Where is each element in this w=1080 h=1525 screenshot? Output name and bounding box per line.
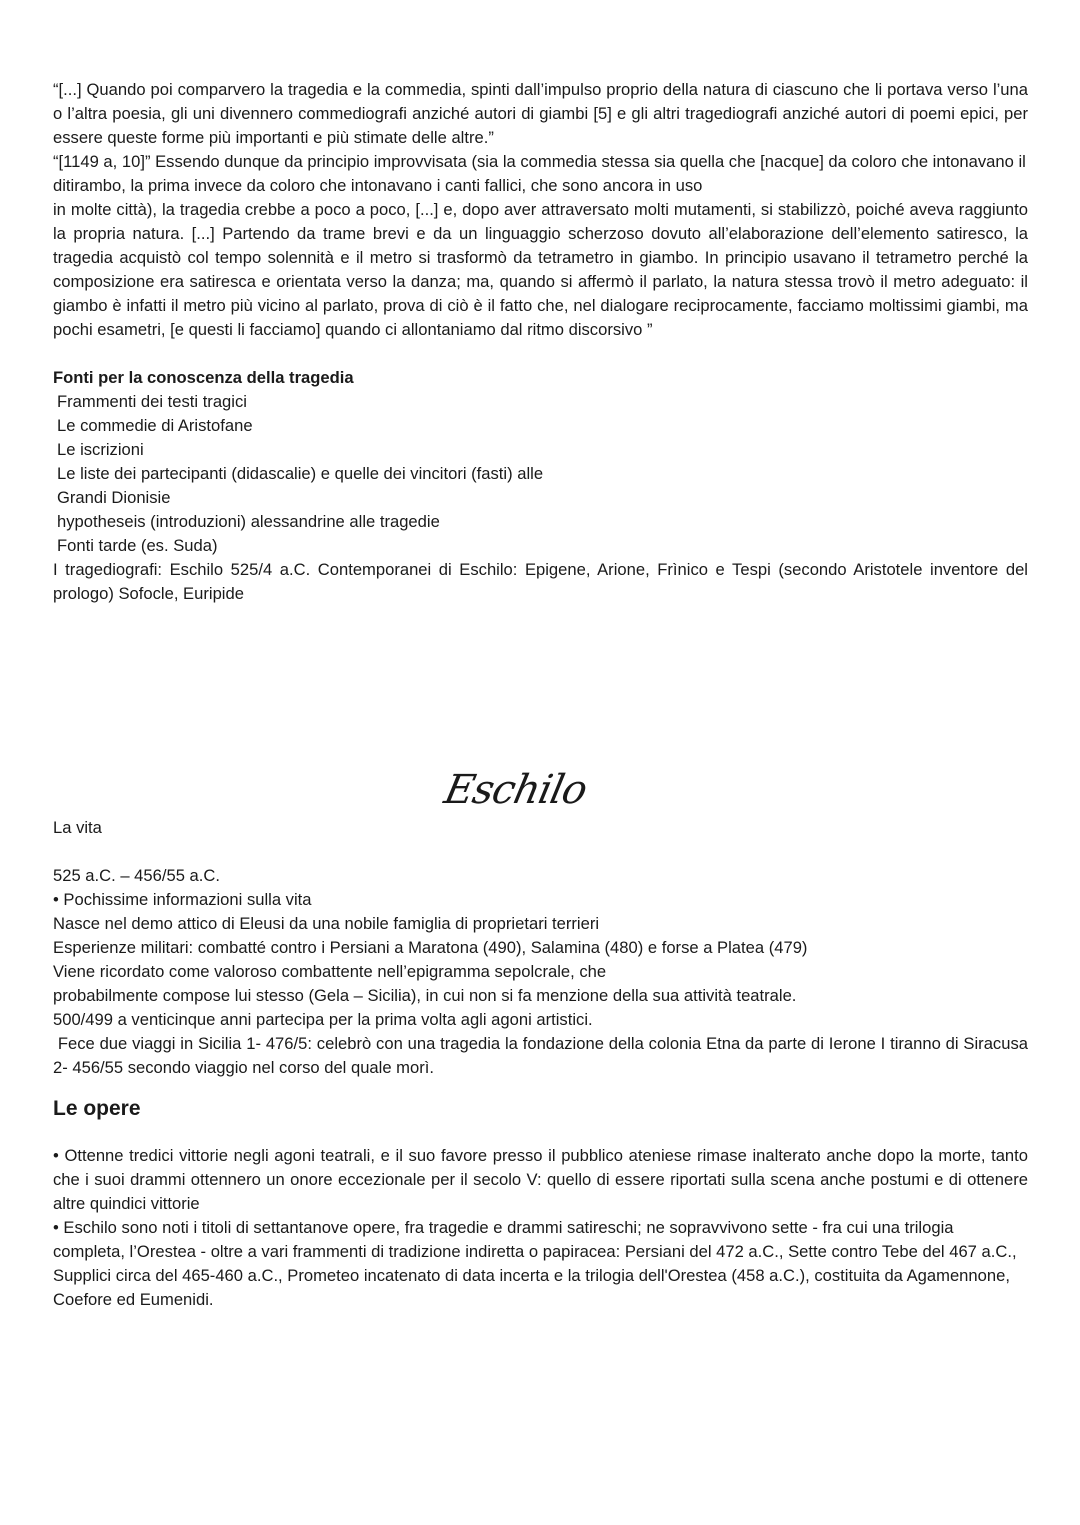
quote-paragraph-2a: “[1149 a, 10]” Essendo dunque da principio improvvisata (sia la commedia stessa sia quella che [nacque] da coloro che intonavano il ditirambo, la prima invece da coloro che intonavano i canti fallici, che sono ancora in uso bbox=[53, 152, 1026, 195]
opere-paragraph-1: • Ottenne tredici vittorie negli agoni teatrali, e il suo favore presso il pubblico ateniese rimase inalterato anche dopo la morte, tanto che i suoi drammi ottennero un onore eccezionale per il secolo V: quello di essere riportati sulla scena anche postumi e di ottenere altre quindici vittorie bbox=[53, 1146, 1028, 1213]
fonti-heading: Fonti per la conoscenza della tragedia bbox=[53, 368, 354, 387]
vita-line: Nasce nel demo attico di Eleusi da una nobile famiglia di proprietari terrieri bbox=[53, 914, 600, 933]
vita-line: Viene ricordato come valoroso combattente nell’epigramma sepolcrale, che bbox=[53, 962, 607, 981]
eschilo-title: Eschilo bbox=[440, 767, 591, 813]
fonti-list bbox=[53, 390, 1028, 558]
fonti-item: Frammenti dei testi tragici bbox=[57, 392, 247, 411]
document-page bbox=[53, 78, 1033, 1312]
section-gap bbox=[53, 606, 1028, 766]
vita-line: • Pochissime informazioni sulla vita bbox=[53, 890, 312, 909]
tragediografi-line: I tragediografi: Eschilo 525/4 a.C. Contemporanei di Eschilo: Epigene, Arione, Frìnico e Tespi (secondo Aristotele inventore del prologo) Sofocle, Euripide bbox=[53, 560, 1028, 603]
vita-line: 525 a.C. – 456/55 a.C. bbox=[53, 866, 220, 885]
fonti-item: Fonti tarde (es. Suda) bbox=[57, 536, 218, 555]
vita-line: probabilmente compose lui stesso (Gela – Sicilia), in cui non si fa menzione della sua attività teatrale. bbox=[53, 986, 797, 1005]
viaggi-paragraph: Fece due viaggi in Sicilia 1- 476/5: celebrò con una tragedia la fondazione della colonia Etna da parte di Ierone I tiranno di Siracusa 2- 456/55 secondo viaggio nel corso del quale morì. bbox=[53, 1034, 1033, 1077]
opere-heading: Le opere bbox=[53, 1097, 141, 1120]
fonti-item: Le iscrizioni bbox=[57, 440, 144, 459]
fonti-item: Le liste dei partecipanti (didascalie) e quelle dei vincitori (fasti) alle bbox=[57, 464, 544, 483]
vita-line: 500/499 a venticinque anni partecipa per la prima volta agli agoni artistici. bbox=[53, 1010, 593, 1029]
opere-paragraph-2: • Eschilo sono noti i titoli di settantanove opere, fra tragedie e drammi satireschi; ne sopravvivono sette - fra cui una trilogia completa, l’Orestea - oltre a vari frammenti di tradizione indiretta o papiracea: Persiani del 472 a.C., Sette contro Tebe del 467 a.C., Supplici circa del 465-460 a.C., Prometeo incatenato di data incerta e la trilogia dell'Orestea (458 a.C.), costituita da Agamennone, Coefore ed Eumenidi. bbox=[53, 1218, 1017, 1309]
vita-label: La vita bbox=[53, 818, 102, 837]
vita-line: Esperienze militari: combatté contro i Persiani a Maratona (490), Salamina (480) e forse a Platea (479) bbox=[53, 938, 808, 957]
fonti-item: hypotheseis (introduzioni) alessandrine alle tragedie bbox=[57, 512, 440, 531]
fonti-item: Le commedie di Aristofane bbox=[57, 416, 253, 435]
quote-paragraph-1: “[...] Quando poi comparvero la tragedia e la commedia, spinti dall’impulso proprio della natura di ciascuno che li portava verso l’una o l’altra poesia, gli uni divennero commediografi anziché autori di giambi [5] e gli altri tragediografi anziché autori di poemi epici, per essere queste forme più importanti e più stimate delle altre.” bbox=[53, 80, 1028, 147]
quote-paragraph-2b: in molte città), la tragedia crebbe a poco a poco, [...] e, dopo aver attraversato molti mutamenti, si stabilizzò, poiché aveva raggiunto la propria natura. [...] Partendo da trame brevi e da un linguaggio scherzoso dovuto all’elaborazione dell’elemento satiresco, la tragedia acquistò col tempo solennità e il metro si trasformò da tetrametro in giambo. In principio usavano il tetrametro perché la composizione era satiresca e orientata verso la danza; ma, quando si affermò il parlato, la natura stessa trovò il metro adeguato: il giambo è infatti il metro più vicino al parlato, prova di ciò è il fatto che, nel dialogare reciprocamente, facciamo moltissimi giambi, ma pochi esametri, [e questi li facciamo] quando ci allontaniamo dal ritmo discorsivo ” bbox=[53, 200, 1028, 339]
fonti-item: Grandi Dionisie bbox=[57, 488, 171, 507]
vita-list bbox=[53, 864, 1028, 1032]
